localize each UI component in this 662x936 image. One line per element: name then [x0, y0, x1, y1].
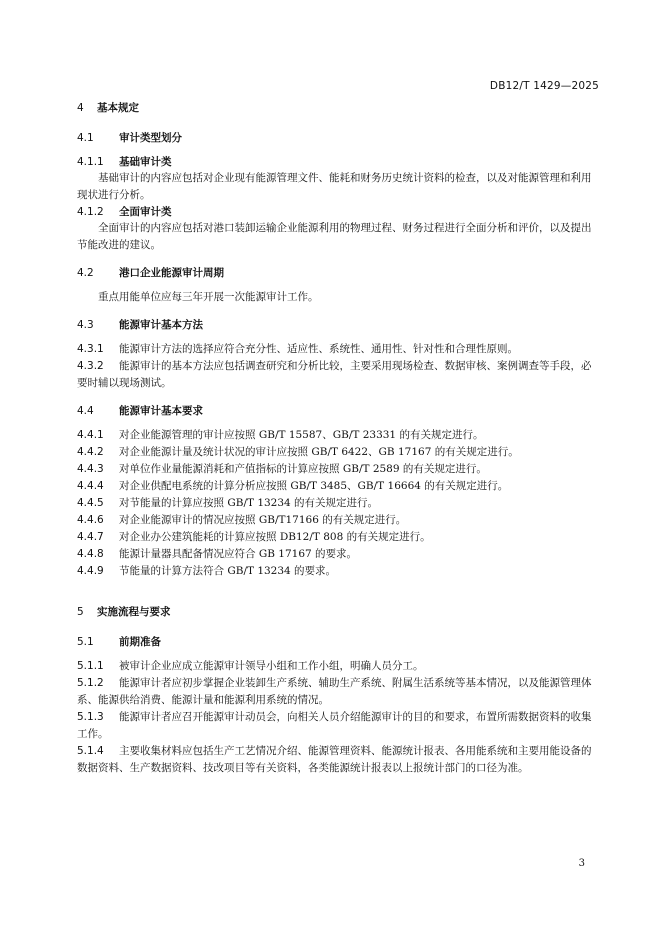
clause-number: 4.3.2 — [77, 360, 104, 372]
clause-number: 4.4.8 — [77, 548, 104, 560]
clause-4-1-2-heading — [77, 204, 601, 220]
subsection-4-3-heading — [77, 317, 601, 333]
section-number: 5 — [77, 606, 84, 618]
list-item — [77, 461, 601, 478]
list-item — [77, 658, 601, 675]
list-item — [77, 495, 601, 512]
document-id: DB12/T 1429—2025 — [489, 80, 599, 92]
section-number: 5.1 — [77, 636, 94, 648]
clause-number: 5.1.3 — [77, 711, 104, 723]
section-title: 审计类型划分 — [119, 132, 182, 144]
list-item — [77, 563, 601, 580]
section-title: 能源审计基本方法 — [119, 319, 203, 331]
section-number: 4.4 — [77, 405, 94, 417]
clause-4-1-2-text: 全面审计的内容应包括对港口装卸运输企业能源利用的物理过程、财务过程进行全面分析和评价，以及提出节能改进的建议。 — [77, 222, 592, 251]
clause-number: 4.4.6 — [77, 514, 104, 526]
section-title: 基础审计类 — [119, 156, 172, 168]
clause-text: 主要收集材料应包括生产工艺情况介绍、能源管理资料、能源统计报表、各用能系统和主要用能设备的数据资料、生产数据资料、技改项目等有关资料，各类能源统计报表以上报统计部门的口径为准。 — [77, 745, 592, 774]
clause-text: 被审计企业应成立能源审计领导小组和工作小组，明确人员分工。 — [119, 660, 424, 672]
clause-number: 4.4.4 — [77, 480, 104, 492]
clause-number: 4.4.9 — [77, 565, 104, 577]
list-item — [77, 358, 601, 392]
clause-text: 对企业供配电系统的计算分析应按照 GB/T 3485、GB/T 16664 的有关规定进行。 — [119, 480, 509, 492]
list-item — [77, 743, 601, 777]
clause-text: 能源审计者应召开能源审计动员会，向相关人员介绍能源审计的目的和要求，布置所需数据资料的收集工作。 — [77, 711, 592, 740]
subsection-4-2-text: 重点用能单位应每三年开展一次能源审计工作。 — [98, 291, 319, 303]
clause-text: 能源审计者应初步掌握企业装卸生产系统、辅助生产系统、附属生活系统等基本情况，以及能源管理体系、能源供给消费、能源计量和能源利用系统的情况。 — [77, 677, 592, 706]
clause-number: 4.3.1 — [77, 343, 104, 355]
list-item — [77, 478, 601, 495]
subsection-4-2-heading — [77, 265, 601, 281]
clause-number: 4.4.2 — [77, 446, 104, 458]
section-number: 4.1 — [77, 132, 94, 144]
clause-text: 能源审计方法的选择应符合充分性、适应性、系统性、通用性、针对性和合理性原则。 — [119, 343, 518, 355]
section-number: 4.3 — [77, 319, 94, 331]
clause-text: 对企业能源审计的情况应按照 GB/T17166 的有关规定进行。 — [119, 514, 407, 526]
list-item — [77, 529, 601, 546]
subsection-5-1-list — [77, 658, 601, 777]
clause-number: 4.4.1 — [77, 429, 104, 441]
list-item — [77, 444, 601, 461]
section-5-heading — [77, 604, 601, 620]
subsection-5-1-heading — [77, 634, 601, 650]
subsection-4-4-heading — [77, 403, 601, 419]
list-item — [77, 512, 601, 529]
clause-text: 节能量的计算方法符合 GB/T 13234 的要求。 — [119, 565, 337, 577]
clause-number: 4.4.5 — [77, 497, 104, 509]
list-item — [77, 341, 601, 358]
list-item — [77, 427, 601, 444]
clause-text: 对单位作业量能源消耗和产值指标的计算应按照 GB/T 2589 的有关规定进行。 — [119, 463, 487, 475]
section-title: 全面审计类 — [119, 206, 172, 218]
clause-4-1-1-text: 基础审计的内容应包括对企业现有能源管理文件、能耗和财务历史统计资料的检查，以及对能源管理和利用现状进行分析。 — [77, 172, 592, 201]
section-number: 4 — [77, 102, 84, 114]
section-number: 4.1.2 — [77, 206, 104, 218]
clause-text: 对节能量的计算应按照 GB/T 13234 的有关规定进行。 — [119, 497, 379, 509]
section-title: 能源审计基本要求 — [119, 405, 203, 417]
section-number: 4.2 — [77, 267, 94, 279]
subsection-4-4-list — [77, 427, 601, 580]
subsection-4-1-heading — [77, 130, 601, 146]
clause-text: 对企业能源管理的审计应按照 GB/T 15587、GB/T 23331 的有关规定进行。 — [119, 429, 484, 441]
clause-text: 能源审计的基本方法应包括调查研究和分析比较，主要采用现场检查、数据审核、案例调查等手段，必要时辅以现场测试。 — [77, 360, 592, 389]
section-number: 4.1.1 — [77, 156, 104, 168]
section-title: 港口企业能源审计周期 — [119, 267, 224, 279]
section-title: 前期准备 — [119, 636, 161, 648]
clause-number: 5.1.2 — [77, 677, 104, 689]
page-number: 3 — [578, 858, 585, 869]
clause-text: 对企业办公建筑能耗的计算应按照 DB12/T 808 的有关规定进行。 — [119, 531, 431, 543]
clause-number: 4.4.7 — [77, 531, 104, 543]
clause-number: 5.1.1 — [77, 660, 104, 672]
section-title: 实施流程与要求 — [97, 606, 171, 618]
clause-text: 对企业能源计量及统计状况的审计应按照 GB/T 6422、GB 17167 的有关规定进行。 — [119, 446, 519, 458]
page-content — [77, 100, 601, 777]
list-item — [77, 546, 601, 563]
list-item — [77, 709, 601, 743]
list-item — [77, 675, 601, 709]
clause-number: 4.4.3 — [77, 463, 104, 475]
clause-text: 能源计量器具配备情况应符合 GB 17167 的要求。 — [119, 548, 358, 560]
clause-number: 5.1.4 — [77, 745, 104, 757]
subsection-4-3-list — [77, 341, 601, 392]
section-4-heading — [77, 100, 601, 116]
clause-4-1-1-heading — [77, 154, 601, 170]
section-title: 基本规定 — [97, 102, 139, 114]
